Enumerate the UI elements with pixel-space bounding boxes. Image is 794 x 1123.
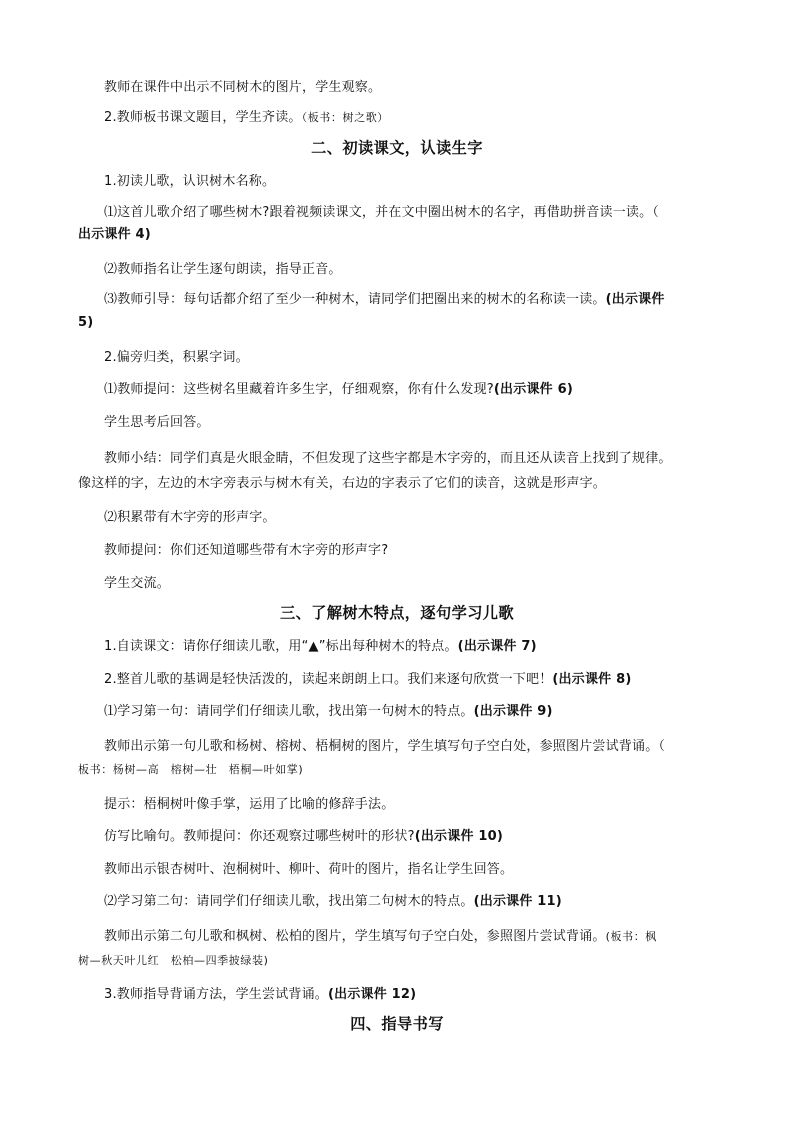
paragraph: 教师出示银杏树叶、泡桐树叶、柳叶、荷叶的图片，指名让学生回答。 (104, 862, 514, 877)
paragraph: 3.教师指导背诵方法，学生尝试背诵。(出示课件 12) (104, 987, 417, 1002)
paragraph: ⑵积累带有木字旁的形声字。 (104, 510, 276, 525)
paragraph: ⑴教师提问：这些树名里藏着许多生字，仔细观察，你有什么发现?(出示课件 6) (104, 382, 573, 397)
paragraph: 教师在课件中出示不同树木的图片，学生观察。 (104, 80, 382, 95)
paragraph: 教师小结：同学们真是火眼金睛，不但发现了这些字都是木字旁的，而且还从读音上找到了规律。 (104, 451, 672, 466)
paragraph: 1.自读课文：请你仔细读儿歌，用“▲”标出每种树木的特点。(出示课件 7) (104, 639, 537, 654)
paragraph: ⑵学习第二句：请同学们仔细读儿歌，找出第二句树木的特点。(出示课件 11) (104, 894, 562, 909)
section-heading: 三、了解树木特点，逐句学习儿歌 (279, 604, 515, 622)
paragraph: 2.偏旁归类，积累字词。 (104, 350, 249, 365)
paragraph: 学生思考后回答。 (104, 415, 210, 430)
section-heading: 二、初读课文，认读生字 (311, 139, 483, 157)
paragraph: 学生交流。 (104, 576, 171, 591)
paragraph: ⑶教师引导：每句话都介绍了至少一种树木，请同学们把圈出来的树木的名称读一读。(出示课件 (104, 292, 665, 307)
section-heading: 四、指导书写 (350, 1015, 444, 1033)
board-note: （板书：树之歌） (301, 111, 389, 124)
board-note: 板书：杨树—高 榕树—壮 梧桐—叶如掌) (78, 763, 304, 776)
paragraph: 2.教师板书课文题目，学生齐读。（板书：树之歌） (104, 110, 389, 125)
paragraph: ⑴这首儿歌介绍了哪些树木?跟着视频读课文，并在文中圈出树木的名字，再借助拼音读一读。（ (104, 205, 660, 220)
paragraph: 教师提问：你们还知道哪些带有木字旁的形声字? (104, 543, 389, 558)
paragraph: 教师出示第二句儿歌和枫树、松柏的图片，学生填写句子空白处，参照图片尝试背诵。(板书：枫 (104, 929, 657, 944)
paragraph: ⑵教师指名让学生逐句朗读，指导正音。 (104, 262, 342, 277)
paragraph: ⑴学习第一句：请同学们仔细读儿歌，找出第一句树木的特点。(出示课件 9) (104, 704, 553, 719)
paragraph-continuation: 像这样的字，左边的木字旁表示与树木有关，右边的字表示了它们的读音，这就是形声字。 (78, 476, 607, 491)
paragraph: 提示：梧桐树叶像手掌，运用了比喻的修辞手法。 (104, 797, 395, 812)
paragraph-continuation: 5) (78, 315, 94, 330)
paragraph: 仿写比喻句。教师提问：你还观察过哪些树叶的形状?(出示课件 10) (104, 829, 504, 844)
board-note: 树—秋天叶儿红 松柏—四季披绿装) (78, 954, 269, 967)
paragraph: 1.初读儿歌，认识树木名称。 (104, 174, 276, 189)
paragraph: 教师出示第一句儿歌和杨树、榕树、梧桐树的图片，学生填写句子空白处，参照图片尝试背诵。（ (104, 739, 666, 754)
paragraph-continuation: 出示课件 4) (78, 227, 151, 242)
paragraph: 2.整首儿歌的基调是轻快活泼的，读起来朗朗上口。我们来逐句欣赏一下吧！(出示课件 8) (104, 672, 632, 687)
